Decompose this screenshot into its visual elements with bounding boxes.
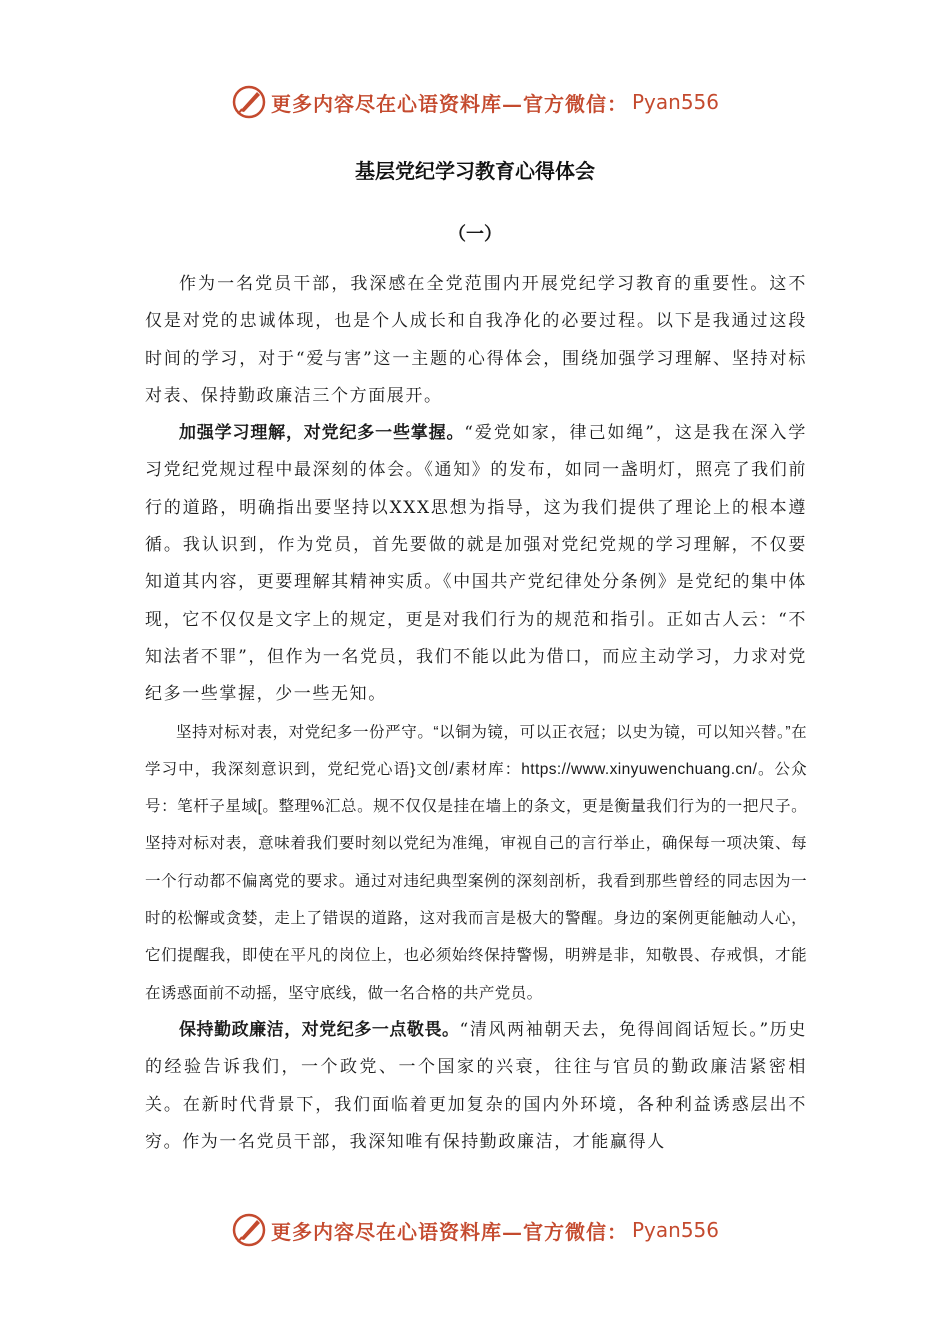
paragraph-lead: 加强学习理解，对党纪多一些掌握。 (179, 423, 465, 444)
banner-text: 更多内容尽在心语资料库—官方微信： (270, 1219, 628, 1244)
paragraph (145, 714, 807, 1012)
quill-logo-icon (231, 1212, 267, 1248)
paragraph-text: “爱党如家，律己如绳”，这是我在深入学习党纪党规过程中最深刻的体会。《通知》的发布，如同一盏明灯，照亮了我们前行的道路，明确指出要坚持以XXX思想为指导，这为我们提供了理论上的根本遵循。我认识到，作为党员，首先要做的就是加强对党纪党规的学习理解，不仅要知道其内容，更要理解其精神实质。《中国共产党纪律处分条例》是党纪的集中体现，它不仅仅是文字上的规定，更是对我们行为的规范和指引。正如古人云：“不知法者不罪”，但作为一名党员，我们不能以此为借口，而应主动学习，力求对党纪多一些掌握，少一些无知。 (145, 423, 808, 705)
paragraph (145, 1012, 807, 1161)
document-body (145, 266, 807, 1161)
footer-banner (0, 1210, 950, 1250)
banner-wechat-id: Pyan556 (631, 1218, 719, 1242)
paragraph (145, 266, 807, 415)
banner-text: 更多内容尽在心语资料库—官方微信： (270, 91, 628, 116)
paragraph-text: “清风两袖朝天去，免得闾阎话短长。”历史的经验告诉我们，一个政党、一个国家的兴衰，往往与官员的勤政廉洁紧密相关。在新时代背景下，我们面临着更加复杂的国内外环境，各种利益诱惑层出不穷。作为一名党员干部，我深知唯有保持勤政廉洁，才能赢得人 (145, 1019, 807, 1152)
paragraph-text: 坚持对标对表，对党纪多一份严守。“以铜为镜，可以正衣冠；以史为镜，可以知兴替。”在学习中，我深刻意识到，党纪党心语}文创/素材库：https://www.xinyuwenchuang.cn/。公众号：笔杆子星域[。整理%汇总。规不仅仅是挂在墙上的条文，更是衡量我们行为的一把尺子。坚持对标对表，意味着我们要时刻以党纪为准绳，审视自己的言行举止，确保每一项决策、每一个行动都不偏离党的要求。通过对违纪典型案例的深刻剖析，我看到那些曾经的同志因为一时的松懈或贪婪，走上了错误的道路，这对我而言是极大的警醒。身边的案例更能触动人心，它们提醒我，即使在平凡的岗位上，也必须始终保持警惕，明辨是非，知敬畏、存戒惧，才能在诱惑面前不动摇，坚守底线，做一名合格的共产党员。 (145, 723, 807, 1002)
document-title: 基层党纪学习教育心得体会 (355, 159, 595, 183)
paragraph-text: 作为一名党员干部，我深感在全党范围内开展党纪学习教育的重要性。这不仅是对党的忠诚体现，也是个人成长和自我净化的必要过程。以下是我通过这段时间的学习，对于“爱与害”这一主题的心得体会，围绕加强学习理解、坚持对标对表、保持勤政廉洁三个方面展开。 (145, 274, 807, 406)
header-banner (0, 82, 950, 122)
quill-logo-icon (231, 84, 267, 120)
banner-wechat-id: Pyan556 (631, 90, 719, 114)
paragraph-lead: 保持勤政廉洁，对党纪多一点敬畏。 (179, 1019, 460, 1040)
section-number: （一） (448, 224, 502, 245)
paragraph (145, 415, 807, 713)
